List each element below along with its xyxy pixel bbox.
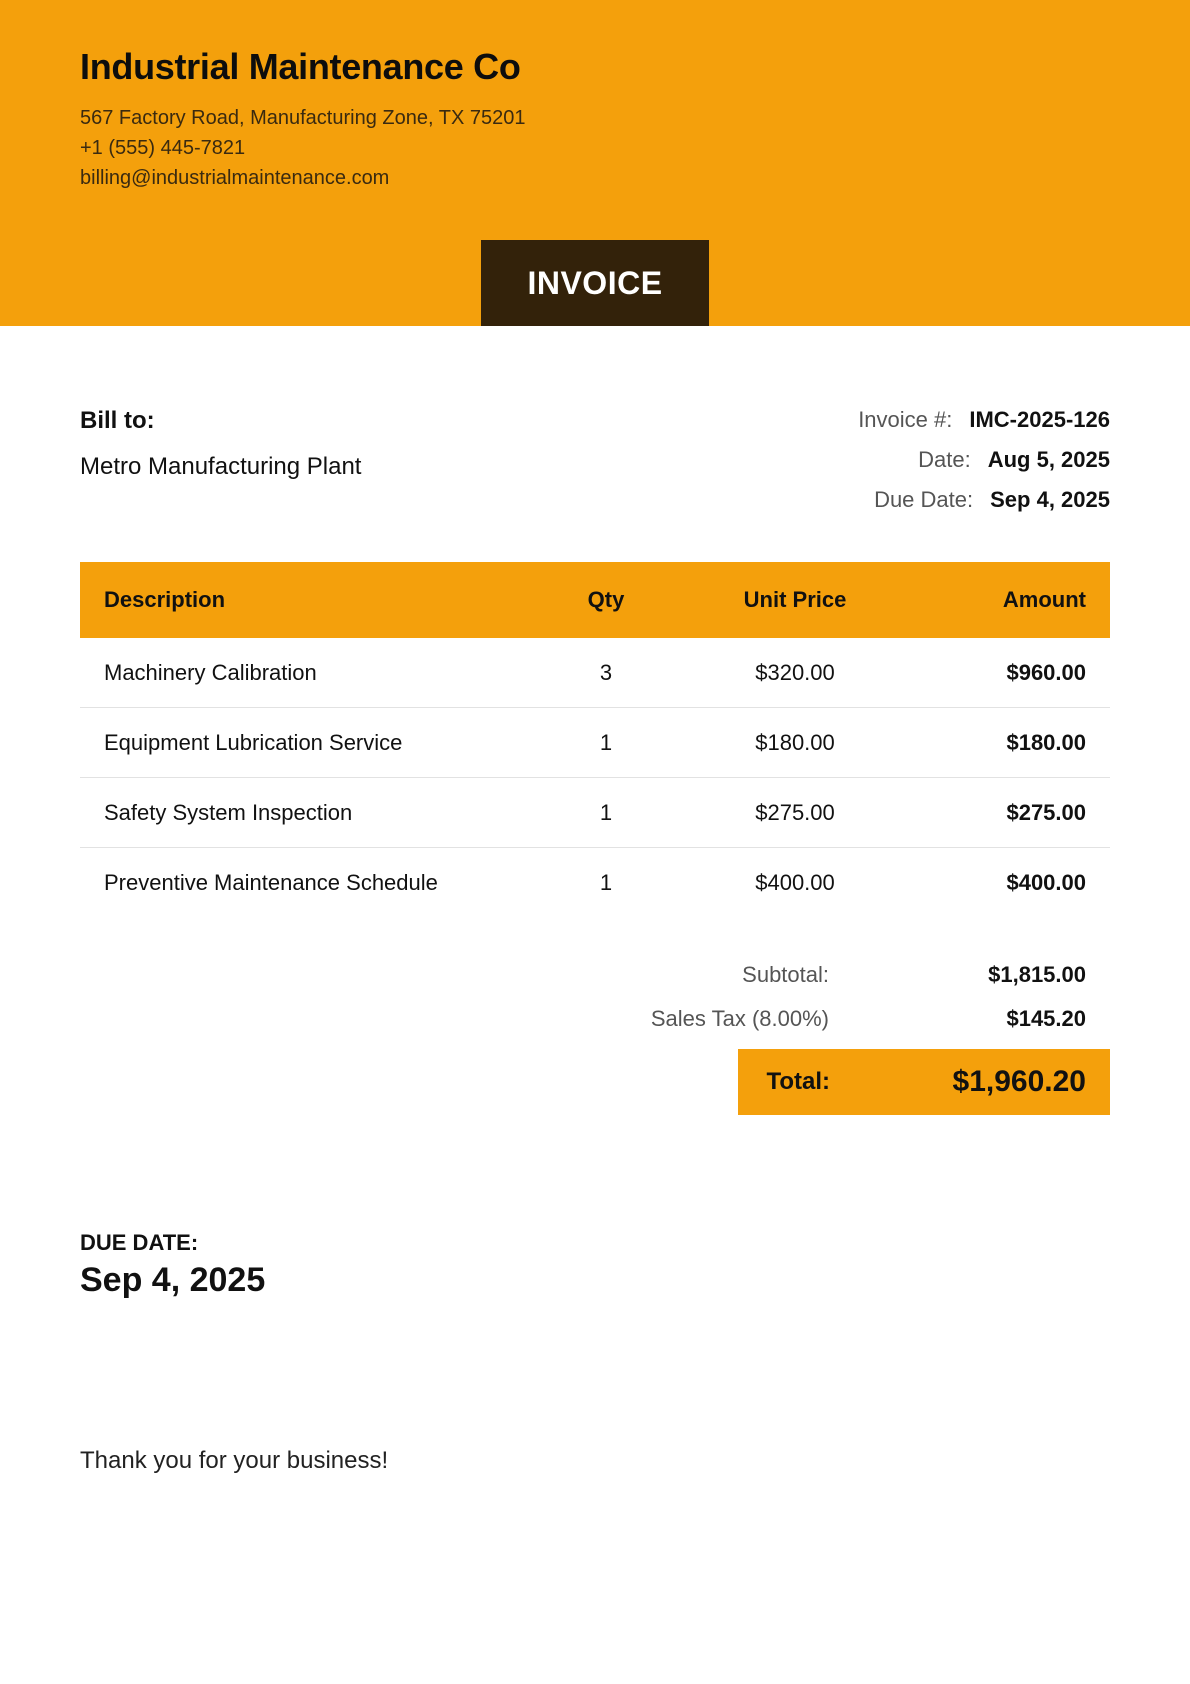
table-row bbox=[80, 638, 1110, 708]
tax-row bbox=[600, 1006, 1086, 1046]
row-qty: 1 bbox=[599, 870, 613, 895]
company-address: 567 Factory Road, Manufacturing Zone, TX 75201 bbox=[80, 107, 526, 129]
invoice-number-value: IMC-2025-126 bbox=[969, 407, 1110, 432]
tax-value: $145.20 bbox=[1006, 1006, 1086, 1031]
thank-you-note: Thank you for your business! bbox=[80, 1447, 389, 1474]
table-row bbox=[80, 708, 1110, 778]
table-header bbox=[80, 562, 1110, 638]
due-date-meta-value: Sep 4, 2025 bbox=[990, 487, 1110, 512]
company-name: Industrial Maintenance Co bbox=[80, 46, 521, 87]
invoice-title-badge: INVOICE bbox=[481, 240, 709, 326]
invoice-date-row bbox=[918, 447, 1110, 473]
due-date-value: Sep 4, 2025 bbox=[80, 1261, 266, 1299]
company-email: billing@industrialmaintenance.com bbox=[80, 167, 390, 189]
line-items-table bbox=[80, 562, 1110, 917]
header-description: Description bbox=[104, 587, 226, 612]
invoice-date-value: Aug 5, 2025 bbox=[987, 447, 1110, 472]
row-amount: $960.00 bbox=[1006, 660, 1086, 685]
header-qty: Qty bbox=[587, 587, 625, 612]
row-amount: $275.00 bbox=[1006, 800, 1086, 825]
table-row bbox=[80, 848, 1110, 917]
due-date-label: DUE DATE: bbox=[80, 1230, 199, 1255]
total-label: Total: bbox=[766, 1068, 830, 1095]
row-qty: 3 bbox=[599, 660, 613, 685]
subtotal-row bbox=[600, 962, 1086, 1002]
invoice-number-label: Invoice #: bbox=[858, 407, 953, 432]
subtotal-label: Subtotal: bbox=[742, 962, 829, 987]
due-date-meta-label: Due Date: bbox=[874, 487, 974, 512]
total-value: $1,960.20 bbox=[952, 1065, 1086, 1098]
invoice-number-row bbox=[858, 407, 1110, 433]
row-qty: 1 bbox=[599, 730, 613, 755]
row-description: Machinery Calibration bbox=[104, 660, 317, 685]
row-qty: 1 bbox=[599, 800, 613, 825]
row-unit-price: $180.00 bbox=[755, 730, 835, 755]
company-phone: +1 (555) 445-7821 bbox=[80, 137, 246, 159]
total-box bbox=[738, 1049, 1110, 1115]
row-amount: $400.00 bbox=[1006, 870, 1086, 895]
row-unit-price: $275.00 bbox=[755, 800, 835, 825]
tax-label: Sales Tax (8.00%) bbox=[650, 1006, 829, 1031]
invoice-header bbox=[0, 0, 1190, 326]
invoice-date-label: Date: bbox=[918, 447, 971, 472]
bill-to-name: Metro Manufacturing Plant bbox=[80, 453, 362, 480]
bill-to-label: Bill to: bbox=[80, 407, 155, 434]
row-description: Equipment Lubrication Service bbox=[104, 730, 403, 755]
row-unit-price: $320.00 bbox=[755, 660, 835, 685]
row-description: Preventive Maintenance Schedule bbox=[104, 870, 438, 895]
due-date-row bbox=[874, 487, 1110, 513]
subtotal-value: $1,815.00 bbox=[988, 962, 1086, 987]
row-unit-price: $400.00 bbox=[755, 870, 835, 895]
row-amount: $180.00 bbox=[1006, 730, 1086, 755]
header-amount: Amount bbox=[1002, 587, 1086, 612]
header-unit-price: Unit Price bbox=[743, 587, 847, 612]
row-description: Safety System Inspection bbox=[104, 800, 353, 825]
table-row bbox=[80, 778, 1110, 848]
